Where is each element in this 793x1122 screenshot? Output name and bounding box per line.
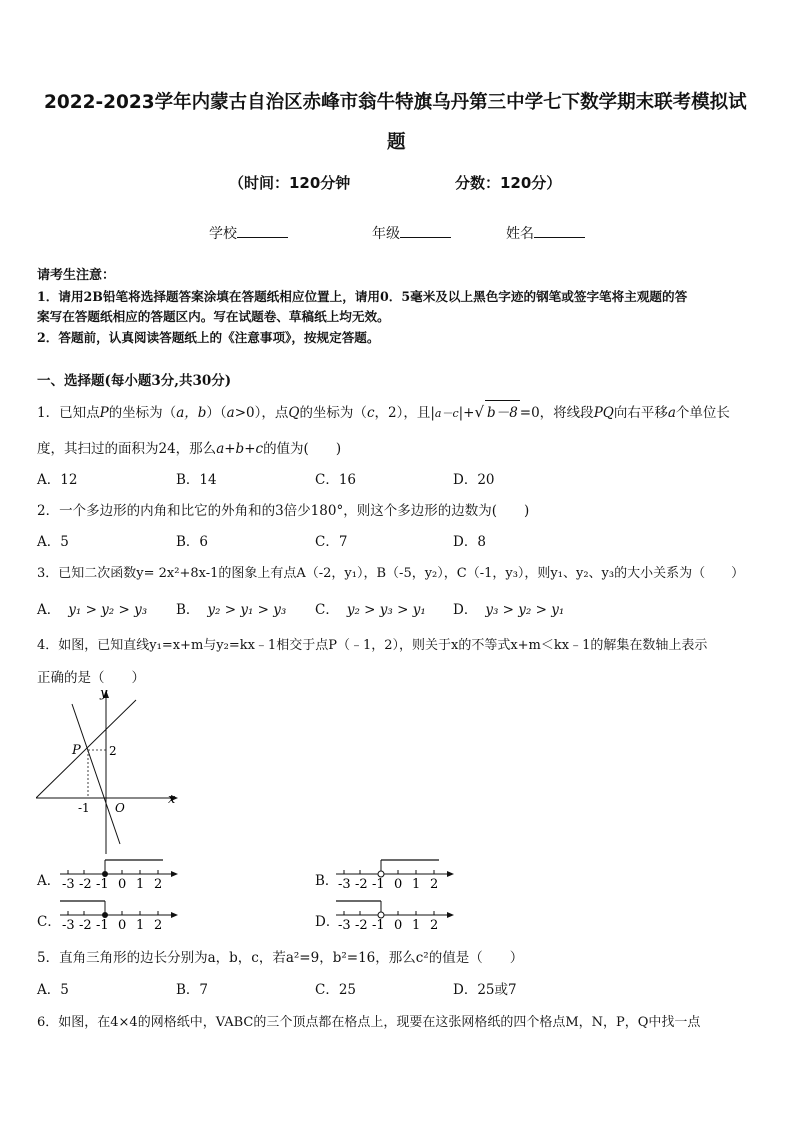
svg-text:1: 1	[412, 918, 421, 933]
svg-text:0: 0	[394, 877, 403, 892]
notice-heading: 请考生注意：	[37, 268, 116, 283]
grade-field[interactable]	[372, 223, 451, 243]
q2-option-a[interactable]: A．5	[37, 534, 69, 550]
x-label: x	[168, 792, 176, 807]
q1-option-b[interactable]: B．14	[176, 472, 217, 488]
q5-option-d[interactable]: D．25或7	[453, 982, 517, 998]
question-3: 3．已知二次函数y= 2x²+8x-1的图象上有点A（-2，y₁），B（-5，y₂），C（-1，y₃），则y₁、y₂、y₃的大小关系为（ ）	[37, 566, 745, 581]
svg-text:-3: -3	[62, 877, 75, 892]
svg-text:1: 1	[412, 877, 421, 892]
svg-text:-2: -2	[355, 918, 368, 933]
sqrt-radicand: b－8	[485, 400, 520, 421]
q2-option-b[interactable]: B．6	[176, 534, 209, 550]
q2-option-d[interactable]: D．8	[453, 534, 486, 550]
q4-option-b-label[interactable]: B．	[315, 873, 339, 889]
svg-text:2: 2	[154, 877, 163, 892]
svg-text:-3: -3	[338, 918, 351, 933]
q2-option-c[interactable]: C．7	[315, 534, 348, 550]
grade-blank[interactable]	[400, 225, 451, 238]
q1-option-c[interactable]: C．16	[315, 472, 357, 488]
notice-line-3: 2．答题前，认真阅读答题纸上的《注意事项》，按规定答题。	[37, 330, 380, 345]
line-y2	[72, 704, 120, 844]
school-blank[interactable]	[237, 225, 288, 238]
q5-option-b[interactable]: B．7	[176, 982, 209, 998]
svg-text:0: 0	[118, 918, 127, 933]
q1-option-d[interactable]: D．20	[453, 472, 495, 488]
exam-time: （时间：120分钟	[229, 174, 351, 192]
q4-coordinate-graph	[36, 686, 186, 856]
q1-option-a[interactable]: A．12	[37, 472, 78, 488]
question-2: 2．一个多边形的内角和比它的外角和的3倍少180°，则这个多边形的边数为( )	[37, 503, 530, 519]
notice-line-2: 案写在答题纸相应的答题区内。写在试题卷、草稿纸上均无效。	[37, 309, 390, 324]
y-label: y	[100, 686, 108, 701]
q3-option-d[interactable]: D． y₃ > y₂ > y₁	[453, 602, 565, 618]
q5-option-c[interactable]: C．25	[315, 982, 357, 998]
q5-option-a[interactable]: A．5	[37, 982, 69, 998]
question-4-line-2: 正确的是（ ）	[37, 670, 145, 686]
svg-text:1: 1	[136, 918, 145, 933]
svg-text:-2: -2	[79, 918, 92, 933]
question-4-line-1: 4．如图，已知直线y₁=x+m与y₂=kx﹣1相交于点P（﹣1，2），则关于x的不等式x+m＜kx﹣1的解集在数轴上表示	[37, 638, 708, 653]
name-blank[interactable]	[534, 225, 585, 238]
svg-text:-2: -2	[79, 877, 92, 892]
svg-text:2: 2	[430, 918, 439, 933]
q4-option-c-label[interactable]: C．	[37, 914, 61, 930]
svg-text:0: 0	[394, 918, 403, 933]
svg-text:-3: -3	[338, 877, 351, 892]
two-label: 2	[109, 744, 117, 758]
section-heading: 一、选择题(每小题3分,共30分)	[37, 373, 232, 389]
line-y1	[36, 700, 136, 798]
q3-option-c[interactable]: C． y₂ > y₃ > y₁	[315, 602, 426, 618]
svg-text:-1: -1	[372, 877, 385, 892]
q4-option-a-label[interactable]: A．	[37, 873, 61, 889]
neg-one-label: -1	[78, 801, 90, 815]
q4-option-d-label[interactable]: D．	[315, 914, 340, 930]
number-line-c[interactable]	[58, 897, 183, 933]
number-line-a[interactable]	[58, 856, 183, 892]
svg-text:-3: -3	[62, 918, 75, 933]
origin-label: O	[115, 801, 125, 815]
school-field[interactable]	[209, 223, 288, 243]
svg-text:-1: -1	[372, 918, 385, 933]
notice-line-1: 1．请用2B铅笔将选择题答案涂填在答题纸相应位置上，请用0．5毫米及以上黑色字迹的钢笔或签字笔将主观题的答	[37, 289, 688, 304]
q3-option-b[interactable]: B． y₂ > y₁ > y₃	[176, 602, 287, 618]
name-field[interactable]	[506, 223, 585, 243]
school-label: 学校	[209, 226, 237, 242]
grade-label: 年级	[372, 226, 400, 242]
page-title-continuation: 题	[387, 132, 406, 153]
svg-text:-1: -1	[96, 918, 109, 933]
q3-option-a[interactable]: A． y₁ > y₂ > y₃	[37, 602, 148, 618]
svg-text:-2: -2	[355, 877, 368, 892]
svg-text:1: 1	[136, 877, 145, 892]
name-label: 姓名	[506, 226, 534, 242]
svg-text:0: 0	[118, 877, 127, 892]
number-line-d[interactable]	[334, 897, 459, 933]
number-line-b[interactable]	[334, 856, 459, 892]
svg-text:2: 2	[430, 877, 439, 892]
question-5: 5．直角三角形的边长分别为a，b，c，若a²=9，b²=16，那么c²的值是（ ）	[37, 950, 524, 966]
question-6: 6．如图，在4×4的网格纸中，VABC的三个顶点都在格点上，现要在这张网格纸的四个格点M，N，P，Q中找一点	[37, 1015, 701, 1030]
svg-text:2: 2	[154, 918, 163, 933]
point-p-label: P	[72, 743, 81, 758]
question-1-line-1: 1．已知点P的坐标为（a，b）（a>0），点Q的坐标为（c，2），且|a－c|+√ b－8 =0，将线段PQ向右平移a个单位长	[37, 400, 730, 421]
exam-score: 分数：120分）	[455, 174, 562, 192]
svg-text:-1: -1	[96, 877, 109, 892]
question-1-line-2: 度，其扫过的面积为24，那么a+b+c的值为( )	[37, 441, 342, 457]
page-title: 2022-2023学年内蒙古自治区赤峰市翁牛特旗乌丹第三中学七下数学期末联考模拟试	[44, 92, 747, 113]
